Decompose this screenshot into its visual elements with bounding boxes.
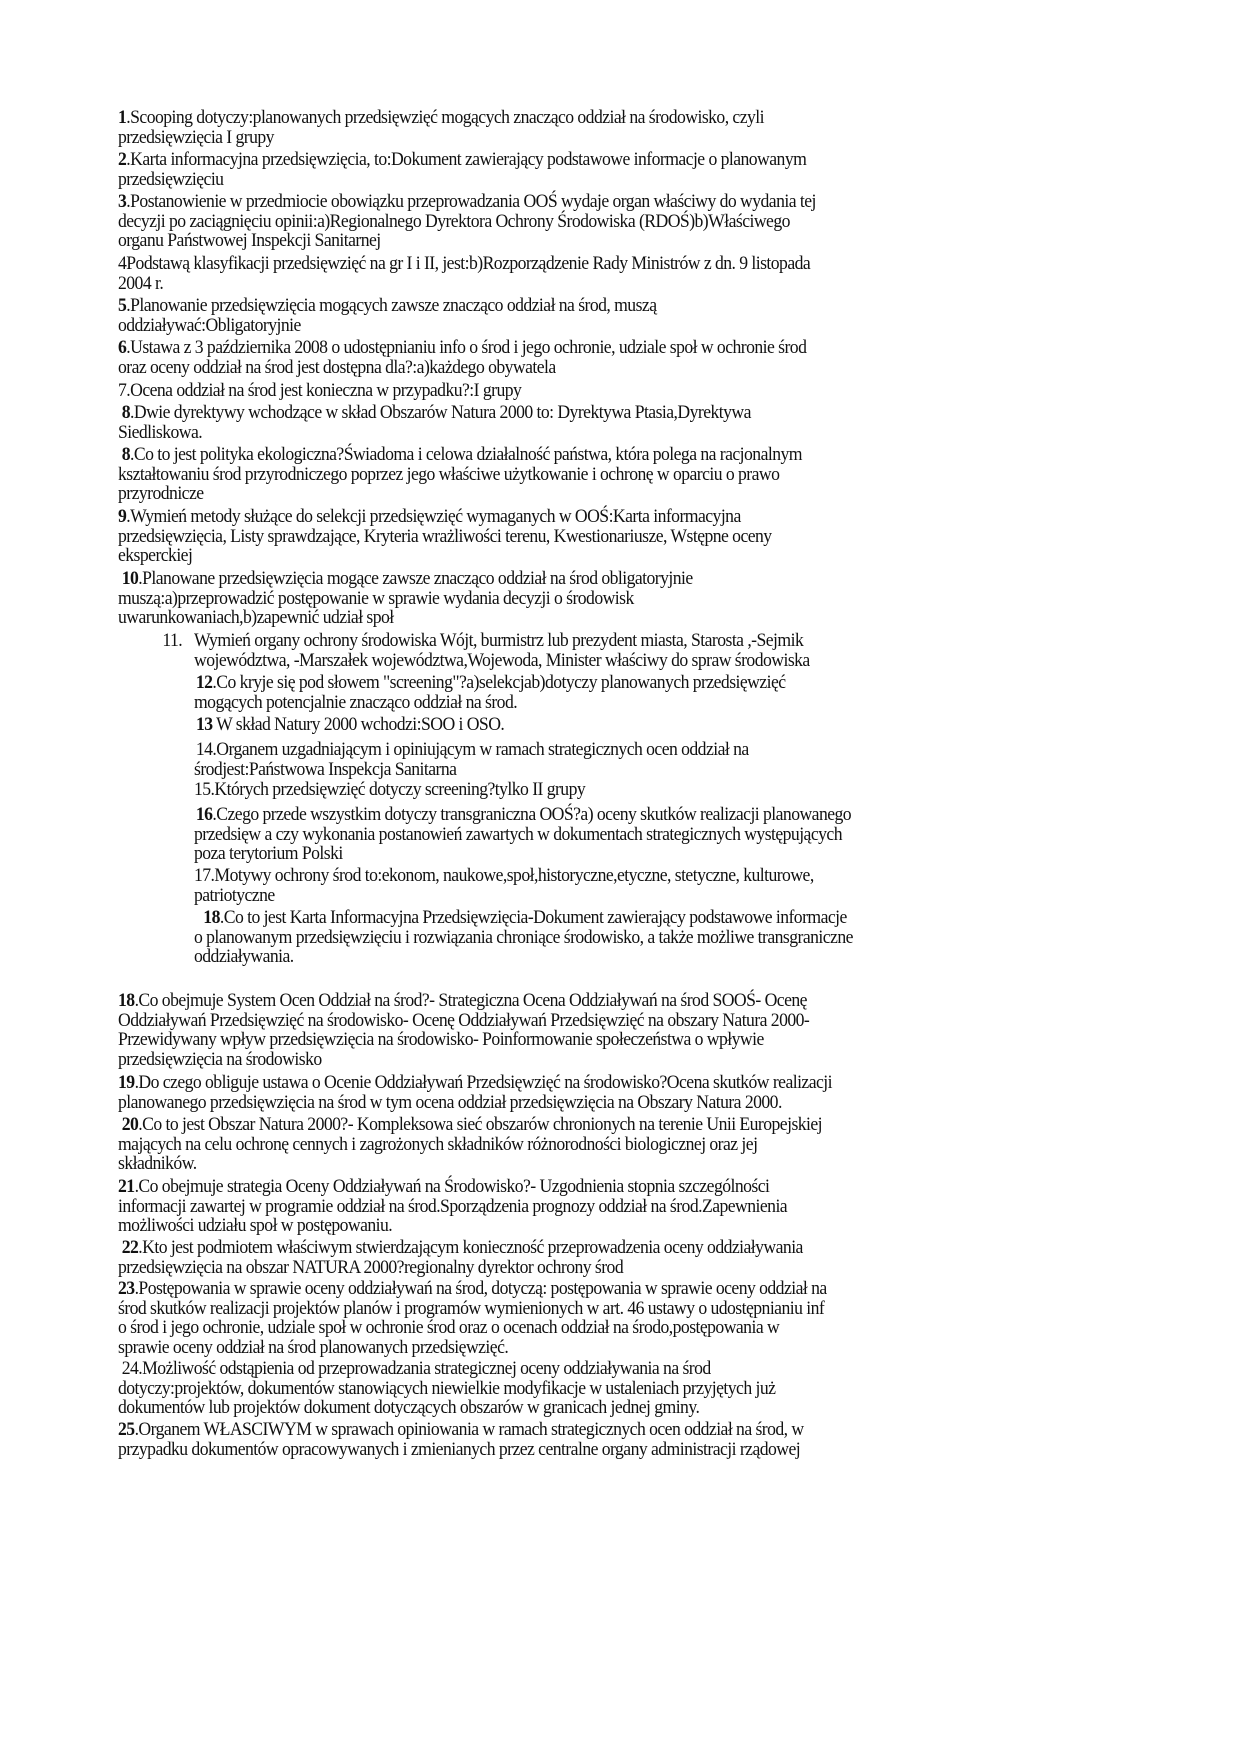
question-paragraph: [118, 445, 802, 504]
paragraph-line: [118, 128, 764, 148]
question-number: 19: [118, 1072, 135, 1093]
paragraph-line: [122, 445, 802, 465]
question-paragraph: [118, 991, 809, 1069]
paragraph-line: [194, 631, 810, 651]
paragraph-line: [118, 1279, 827, 1299]
line-text: województwa, -Marszałek województwa,Wojewoda, Minister właściwy do spraw środowiska: [194, 649, 810, 671]
line-text: oddziaływania.: [194, 946, 294, 967]
line-text: środ skutków realizacji projektów planów i programów wymienionych w art. 46 ustawy o udostępnianiu inf: [118, 1297, 825, 1319]
question-paragraph: [118, 108, 764, 147]
question-paragraph: [194, 805, 851, 864]
paragraph-line: [118, 212, 816, 232]
line-text: o środ i jego ochronie, udziale społ w ochronie środ oraz o ocenach oddział na środo,postępowania w: [118, 1317, 780, 1338]
paragraph-line: [118, 1073, 832, 1093]
paragraph-line: [194, 825, 851, 845]
paragraph-line: [118, 316, 656, 336]
line-text: przedsięwzięcia I grupy: [118, 126, 274, 148]
paragraph-line: [118, 1030, 809, 1050]
paragraph-line: [118, 1398, 775, 1418]
paragraph-line: [118, 608, 693, 628]
line-text: .Co kryje się pod słowem "screening"?a)selekcjab)dotyczy planowanych przedsięwzięć: [212, 672, 786, 693]
line-text: .Postanowienie w przedmiocie obowiązku przeprowadzania OOŚ wydaje organ właściwy do wydania tej: [126, 191, 816, 212]
question-number: 5: [118, 295, 127, 316]
paragraph-line: [194, 947, 853, 967]
paragraph-line: [118, 338, 806, 358]
paragraph-line: [194, 844, 851, 864]
question-paragraph: [118, 1359, 775, 1418]
line-text: sprawie oceny oddział na środ planowanych przedsięwzięć.: [118, 1336, 509, 1358]
paragraph-line: [118, 1197, 787, 1217]
paragraph-line: [194, 693, 786, 713]
line-text: Wymień organy ochrony środowiska Wójt, burmistrz lub prezydent miasta, Starosta ,-Sejmik: [194, 630, 804, 651]
question-paragraph: [194, 740, 749, 779]
question-paragraph: [194, 908, 853, 967]
line-text: Oddziaływań Przedsięwzięć na środowisko- Ocenę Oddziaływań Przedsięwzięć na obszary Natura 2000-: [118, 1009, 810, 1031]
question-paragraph: [194, 780, 585, 800]
paragraph-line: [122, 403, 751, 423]
line-text: 2004 r.: [118, 272, 164, 294]
line-text: Przewidywany wpływ przedsięwzięcia na środowisko- Poinformowanie społeczeństwa o wpływie: [118, 1029, 764, 1050]
line-text: oddziaływać:Obligatoryjnie: [118, 314, 301, 336]
paragraph-line: [118, 108, 764, 128]
line-text: .Scooping dotyczy:planowanych przedsięwzięć mogących znacząco oddział na środowisko, czyli: [126, 107, 764, 128]
question-paragraph: [118, 381, 521, 401]
paragraph-line: [118, 546, 772, 566]
line-text: 4Podstawą klasyfikacji przedsięwzięć na gr I i II, jest:b)Rozporządzenie Rady Ministrów z dn. 9 listopada: [118, 253, 811, 274]
question-number: 21: [118, 1176, 135, 1197]
paragraph-line: [118, 1216, 787, 1236]
question-number: 22: [121, 1237, 139, 1258]
line-text: środjest:Państwowa Inspekcja Sanitarna: [194, 758, 457, 780]
line-text: muszą:a)przeprowadzić postępowanie w sprawie wydania decyzji o środowisk: [118, 587, 634, 609]
paragraph-line: [118, 1318, 827, 1338]
question-paragraph: [118, 150, 806, 189]
paragraph-line: [118, 1177, 787, 1197]
line-text: .Do czego obliguje ustawa o Ocenie Oddziaływań Przedsięwzięć na środowisko?Ocena skutków realizacji: [134, 1072, 832, 1093]
line-text: planowanego przedsięwzięcia na środ w tym ocena oddział przedsięwzięcia na Obszary Natura 2000.: [118, 1091, 782, 1113]
question-paragraph: [196, 715, 504, 735]
line-text: o planowanym przedsięwzięciu i rozwiązania chroniące środowisko, a także możliwe transgraniczne: [194, 926, 853, 948]
list-marker: 11.: [162, 630, 183, 651]
paragraph-line: [122, 1238, 803, 1258]
question-paragraph: [194, 673, 786, 712]
line-text: .Organem WŁASCIWYM w sprawach opiniowania w ramach strategicznych ocen oddział na środ, w: [134, 1419, 804, 1440]
line-text: decyzji po zaciągnięciu opinii:a)Regionalnego Dyrektora Ochrony Środowiska (RDOŚ)b)Właściwego: [118, 210, 790, 232]
line-text: mających na celu ochronę cennych i zagrożonych składników różnorodności biologicznej oraz jej: [118, 1133, 758, 1155]
line-text: dokumentów lub projektów dokument dotyczących obszarów w granicach jednej gminy.: [118, 1397, 700, 1418]
line-text: dotyczy:projektów, dokumentów stanowiących niewielkie modyfikacje w ustaleniach przyjętych już: [118, 1377, 776, 1399]
question-number: 16: [195, 804, 213, 825]
line-text: 24.Możliwość odstąpienia od przeprowadzania strategicznej oceny oddziaływania na środ: [121, 1358, 711, 1379]
line-text: .Co obejmuje System Ocen Oddział na środ?- Strategiczna Ocena Oddziaływań na środ SOOŚ- Ocenę: [134, 990, 807, 1011]
line-text: kształtowaniu środ przyrodniczego poprzez jego właściwe użytkowanie i ochronę w oparciu o prawo: [118, 463, 780, 485]
line-text: Siedliskowa.: [118, 421, 203, 443]
question-paragraph: [118, 192, 816, 251]
line-text: 17.Motywy ochrony środ to:ekonom, naukowe,społ,historyczne,etyczne, stetyczne, kulturowe,: [194, 865, 814, 886]
line-text: oraz oceny oddział na środ jest dostępna dla?:a)każdego obywatela: [118, 356, 556, 378]
question-number: 1: [118, 107, 127, 128]
question-number: 25: [118, 1419, 135, 1440]
paragraph-line: [118, 1050, 809, 1070]
question-number: 10: [121, 568, 139, 589]
paragraph-line: [196, 715, 504, 735]
line-text: .Kto jest podmiotem właściwym stwierdzającym konieczność przeprowadzenia oceny oddziaływania: [138, 1237, 803, 1258]
paragraph-line: [118, 1379, 775, 1399]
question-number: 2: [118, 149, 127, 170]
paragraph-line: [122, 1359, 776, 1379]
question-paragraph: [194, 866, 814, 905]
line-text: .Ustawa z 3 października 2008 o udostępnianiu info o środ i jego ochronie, udziale społ w ochronie środ: [126, 337, 807, 358]
paragraph-line: [118, 1299, 827, 1319]
paragraph-line: [118, 274, 810, 294]
line-text: W skład Natury 2000 wchodzi:SOO i OSO.: [212, 714, 505, 735]
paragraph-line: [118, 1440, 804, 1460]
paragraph-line: [118, 423, 751, 443]
line-text: przedsięwzięcia, Listy sprawdzające, Kryteria wrażliwości terenu, Kwestionariusze, Wstępne oceny: [118, 525, 772, 547]
question-paragraph: [162, 630, 810, 671]
question-number: 8: [121, 444, 131, 465]
paragraph-line: [194, 928, 853, 948]
question-paragraph: [118, 1420, 804, 1459]
question-paragraph: [118, 403, 751, 442]
paragraph-line: [194, 780, 585, 800]
question-paragraph: [118, 1177, 787, 1236]
question-paragraph: [118, 507, 772, 566]
line-text: 15.Których przedsięwzięć dotyczy screening?tylko II grupy: [194, 779, 586, 800]
paragraph-line: [122, 569, 693, 589]
line-text: informacji zawartej w programie oddział na środ.Sporządzenia prognozy oddział na środ.Zapewnienia: [118, 1195, 788, 1217]
line-text: .Postępowania w sprawie oceny oddziaływań na środ, dotyczą: postępowania w sprawie oceny oddział na: [134, 1278, 827, 1299]
line-text: przedsięwzięcia na środowisko: [118, 1048, 322, 1070]
paragraph-line: [118, 1011, 809, 1031]
paragraph-line: [118, 170, 806, 190]
question-paragraph: [118, 1238, 803, 1277]
line-text: .Dwie dyrektywy wchodzące w skład Obszarów Natura 2000 to: Dyrektywa Ptasia,Dyrektywa: [130, 402, 751, 423]
paragraph-line: [118, 1135, 822, 1155]
question-paragraph: [118, 1279, 827, 1357]
paragraph-line: [194, 866, 814, 886]
line-text: poza terytorium Polski: [194, 843, 343, 864]
line-text: przyrodnicze: [118, 483, 204, 504]
line-text: 14.Organem uzgadniającym i opiniującym w ramach strategicznych ocen oddział na: [195, 739, 749, 760]
paragraph-line: [118, 1338, 827, 1358]
paragraph-line: [196, 740, 749, 760]
paragraph-line: [118, 296, 656, 316]
paragraph-line: [118, 1093, 832, 1113]
line-text: możliwości udziału społ w postępowaniu.: [118, 1215, 393, 1236]
paragraph-line: [118, 589, 693, 609]
question-paragraph: [118, 254, 810, 293]
question-paragraph: [118, 1073, 832, 1112]
question-number: 20: [121, 1114, 139, 1135]
paragraph-line: [118, 358, 806, 378]
question-number: 8: [121, 402, 131, 423]
line-text: .Co to jest Karta Informacyjna Przedsięwzięcia-Dokument zawierający podstawowe informacje: [219, 907, 847, 928]
paragraph-line: [196, 673, 786, 693]
line-text: patriotyczne: [194, 884, 275, 906]
paragraph-line: [196, 805, 851, 825]
line-text: 7.Ocena oddział na środ jest konieczna w przypadku?:I grupy: [118, 380, 522, 401]
line-text: przypadku dokumentów opracowywanych i zmienianych przez centralne organy administracji rządowej: [118, 1438, 801, 1460]
question-number: 12: [195, 672, 213, 693]
paragraph-line: [118, 484, 802, 504]
paragraph-line: [118, 381, 521, 401]
paragraph-line: [118, 1258, 803, 1278]
line-text: przedsięwzięciu: [118, 168, 224, 190]
question-paragraph: [118, 338, 806, 377]
paragraph-line: [118, 527, 772, 547]
line-text: .Co obejmuje strategia Oceny Oddziaływań na Środowisko?- Uzgodnienia stopnia szczególności: [134, 1176, 770, 1197]
line-text: .Czego przede wszystkim dotyczy transgraniczna OOŚ?a) oceny skutków realizacji planowanego: [212, 804, 852, 825]
line-text: składników.: [118, 1153, 197, 1174]
question-paragraph: [118, 569, 693, 628]
paragraph-line: [203, 908, 853, 928]
line-text: eksperckiej: [118, 545, 193, 566]
line-text: .Planowane przedsięwzięcia mogące zawsze znacząco oddział na środ obligatoryjnie: [138, 568, 693, 589]
line-text: uwarunkowaniach,b)zapewnić udział społ: [118, 607, 394, 628]
paragraph-line: [194, 760, 749, 780]
paragraph-line: [118, 991, 809, 1011]
paragraph-line: [122, 1115, 822, 1135]
paragraph-line: [118, 1420, 804, 1440]
question-paragraph: [118, 1115, 822, 1174]
paragraph-line: [118, 507, 772, 527]
paragraph-line: [118, 1154, 822, 1174]
paragraph-line: [118, 150, 806, 170]
line-text: .Planowanie przedsięwzięcia mogących zawsze znacząco oddział na środ, muszą: [126, 295, 657, 316]
line-text: organu Państwowej Inspekcji Sanitarnej: [118, 230, 381, 251]
question-number: 6: [118, 337, 127, 358]
line-text: przedsięw a czy wykonania postanowień zawartych w dokumentach strategicznych występujących: [194, 823, 842, 845]
question-number: 3: [118, 191, 127, 212]
paragraph-line: [194, 886, 814, 906]
paragraph-line: [194, 651, 810, 671]
line-text: .Co to jest polityka ekologiczna?Świadoma i celowa działalność państwa, która polega na racjonalnym: [130, 444, 802, 465]
paragraph-line: [118, 231, 816, 251]
question-number: 23: [118, 1278, 135, 1299]
line-text: mogących potencjalnie znacząco oddział na środ.: [194, 691, 518, 713]
question-number: 18: [203, 907, 220, 928]
line-text: .Wymień metody służące do selekcji przedsięwzięć wymaganych w OOŚ:Karta informacyjna: [126, 506, 741, 527]
line-text: przedsięwzięcia na obszar NATURA 2000?regionalny dyrektor ochrony środ: [118, 1256, 624, 1278]
line-text: .Karta informacyjna przedsięwzięcia, to:Dokument zawierający podstawowe informacje o planowanym: [126, 149, 807, 170]
question-paragraph: [118, 296, 656, 335]
line-text: .Co to jest Obszar Natura 2000?- Kompleksowa sieć obszarów chronionych na terenie Unii Europejskiej: [138, 1114, 823, 1135]
question-number: 13: [196, 714, 213, 735]
question-number: 18: [118, 990, 135, 1011]
paragraph-line: [118, 465, 802, 485]
paragraph-line: [118, 254, 810, 274]
question-number: 9: [118, 506, 127, 527]
paragraph-line: [118, 192, 816, 212]
